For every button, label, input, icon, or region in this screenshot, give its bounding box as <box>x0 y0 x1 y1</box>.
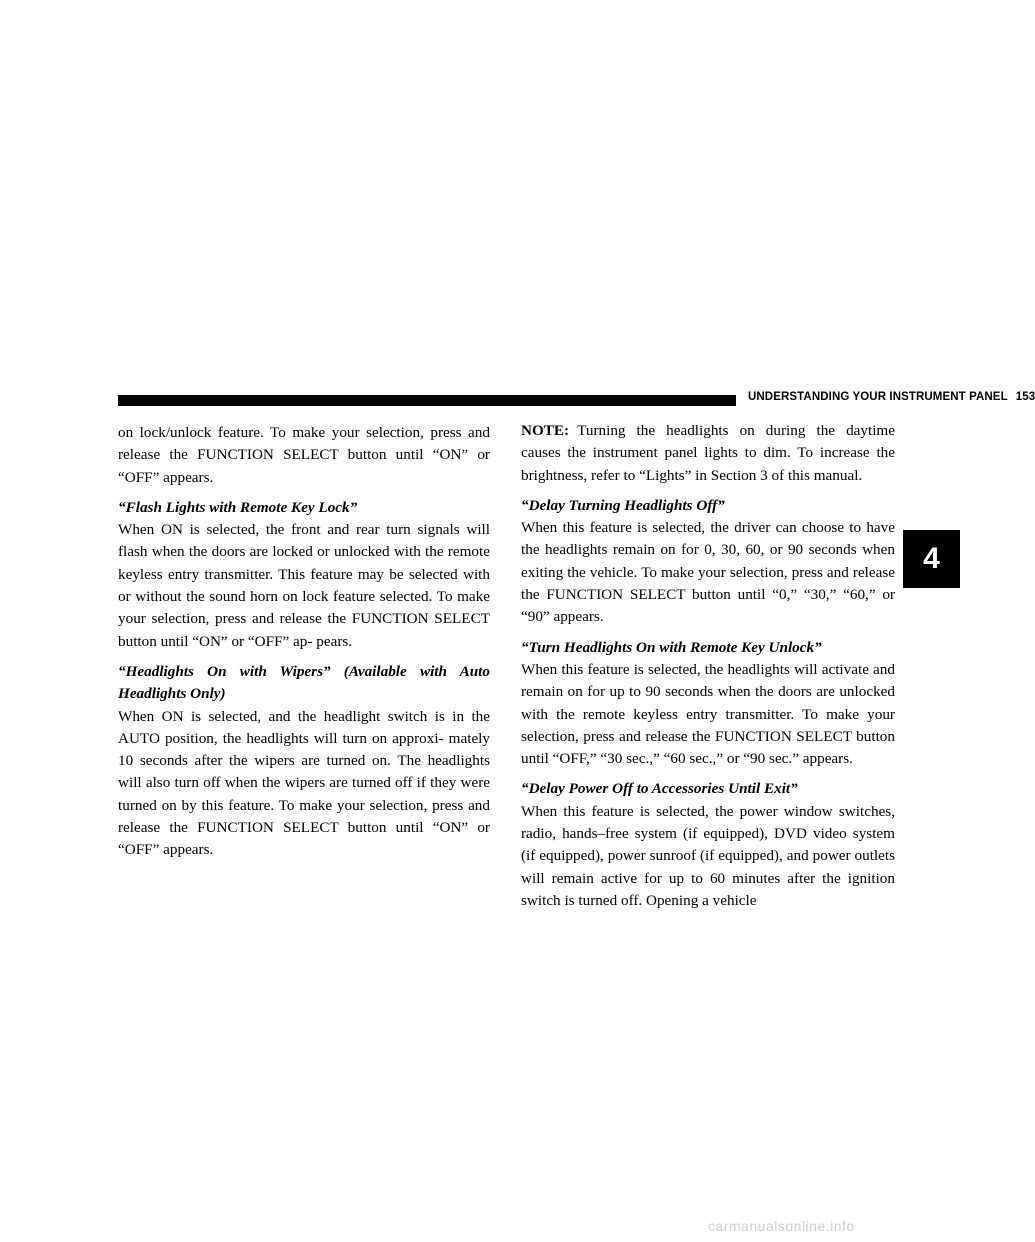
note-text: Turning the headlights on during the daytime causes the instrument panel lights to dim. To increase the brightness, refer to “Lights” in Section 3 of this manual. <box>521 422 895 484</box>
heading-turn-on-unlock: “Turn Headlights On with Remote Key Unlock” <box>521 638 822 656</box>
heading-headlights-wipers: “Headlights On with Wipers” (Available with Auto Headlights Only) <box>118 662 490 703</box>
heading-flash-lights: “Flash Lights with Remote Key Lock” <box>118 498 358 516</box>
heading-delay-power: “Delay Power Off to Accessories Until Exit” <box>521 780 798 798</box>
note <box>521 420 895 487</box>
section-title: UNDERSTANDING YOUR INSTRUMENT PANEL <box>748 391 1008 403</box>
watermark: carmanualsonline.info <box>708 1218 855 1234</box>
running-header <box>748 391 1035 403</box>
paragraph-turn-on-unlock: When this feature is selected, the headlights will activate and remain on for up to 90 seconds when the doors are unlocked with the remote keyless entry transmitter. To make your selection, press and release the FUNCTION SELECT button until “OFF,” “30 sec.,” “60 sec.,” or “90 sec.” appears. <box>521 660 895 768</box>
heading-delay-headlights: “Delay Turning Headlights Off” <box>521 496 725 514</box>
note-label: NOTE: <box>521 422 570 439</box>
paragraph-delay-power: When this feature is selected, the power window switches, radio, hands–free system (if equipped), DVD video system (if equipped), power sunroof (if equipped), and power outlets will remain active for up to 60 minutes after the ignition switch is turned off. Opening a vehicle <box>521 802 895 909</box>
chapter-tab: 4 <box>903 530 960 588</box>
paragraph-delay-headlights: When this feature is selected, the driver can choose to have the headlights remain on for 0, 30, 60, or 90 seconds when exiting the vehicle. To make your selection, press and release the FUNCTION SELECT button until “0,” “30,” “60,” or “90” appears. <box>521 519 895 626</box>
left-column <box>118 422 490 862</box>
paragraph-flash-lights: When ON is selected, the front and rear turn signals will flash when the doors are locked or unlocked with the remote keyless entry transmitter. This feature may be selected with or without the sound horn on lock feature selected. To make your selection, press and release the FUNCTION SELECT button until “ON” or “OFF” ap- pears. <box>118 521 490 650</box>
header-rule <box>118 395 736 406</box>
page-number: 153 <box>1015 391 1035 403</box>
right-column <box>521 420 895 912</box>
paragraph-intro: on lock/unlock feature. To make your selection, press and release the FUNCTION SELECT button until “ON” or “OFF” appears. <box>118 424 490 486</box>
paragraph-headlights-wipers: When ON is selected, and the headlight switch is in the AUTO position, the headlights will turn on approxi- mately 10 seconds after the wipers are turned on. The headlights will also turn off when the wipers are turned off if they were turned on by this feature. To make your selection, press and release the FUNCTION SELECT button until “ON” or “OFF” appears. <box>118 707 490 859</box>
